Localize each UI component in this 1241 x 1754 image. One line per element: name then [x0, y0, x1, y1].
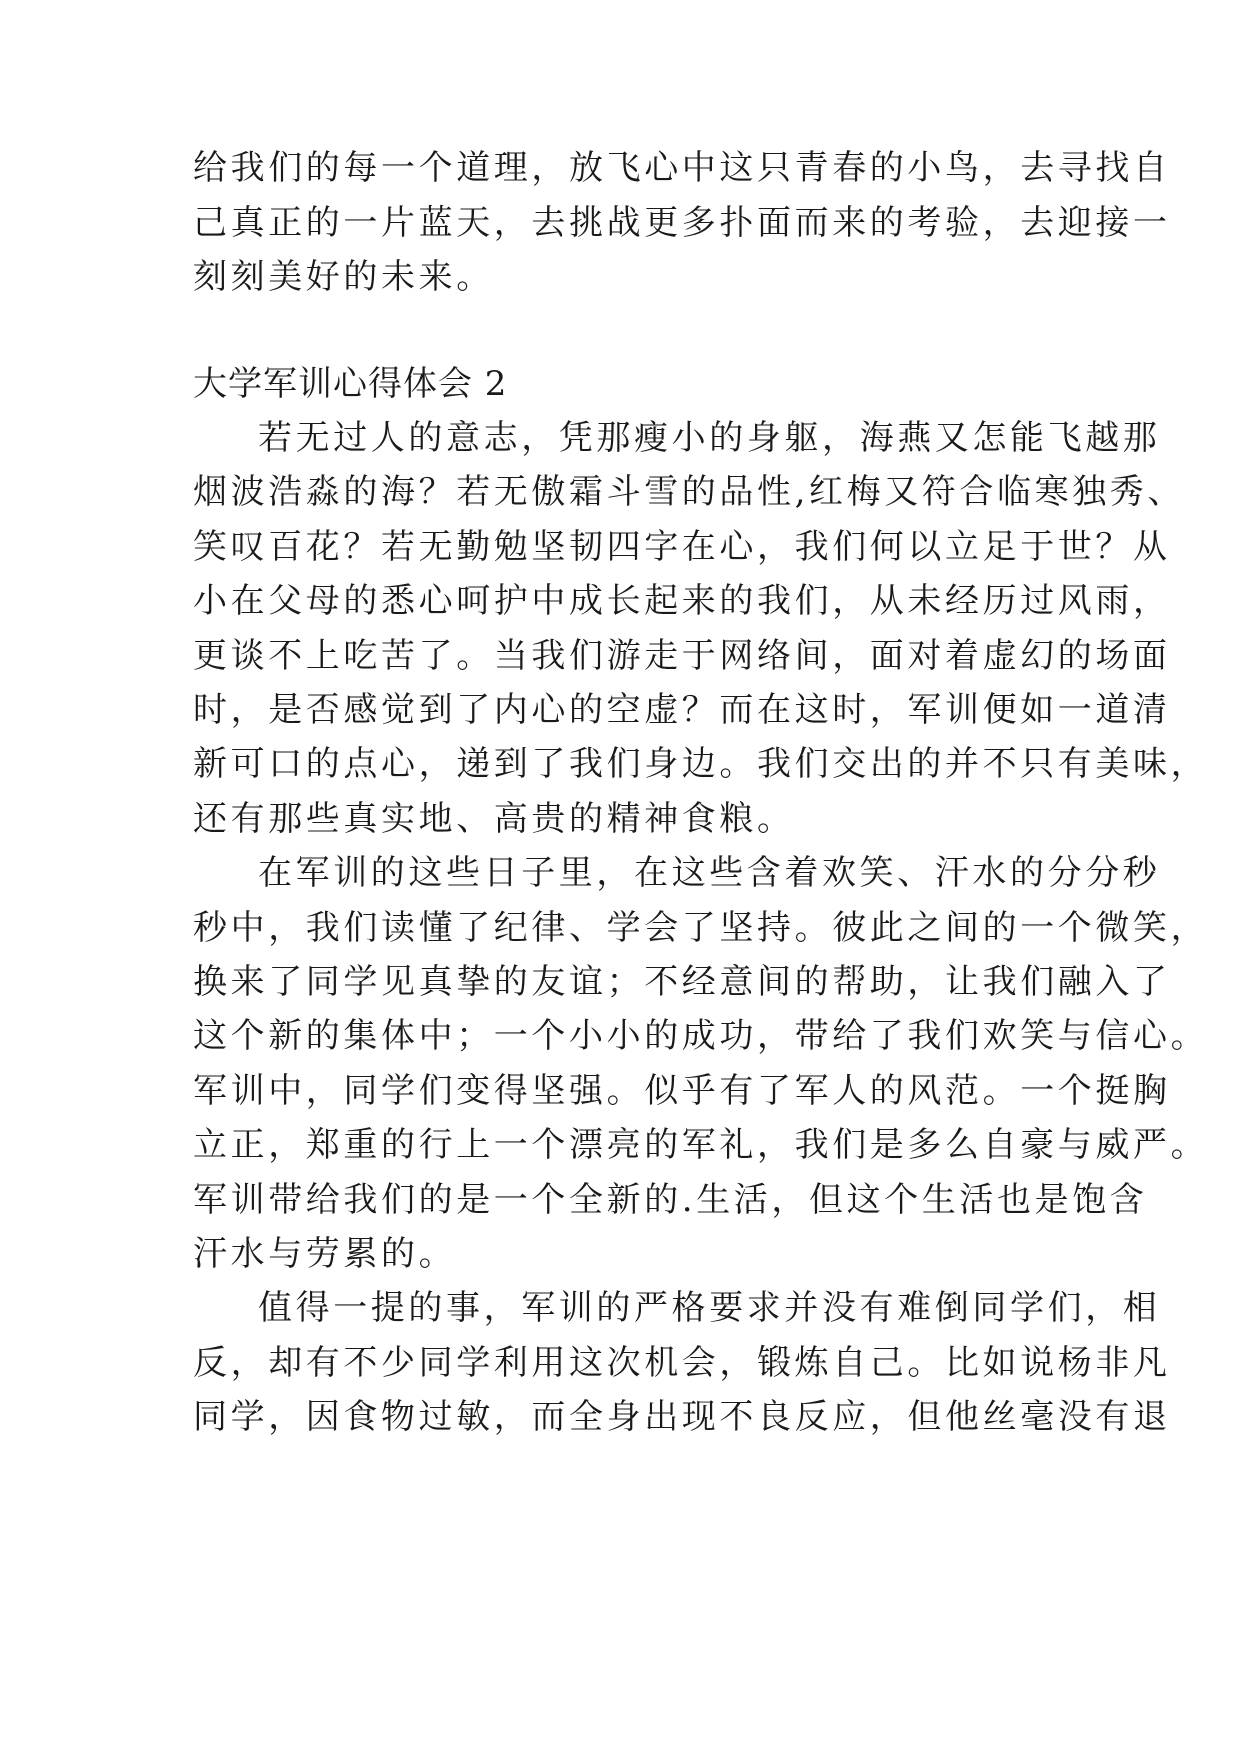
body-text-line: 若无过人的意志，凭那瘦小的身躯，海燕又怎能飞越那 — [258, 418, 1161, 458]
body-text-line: 还有那些真实地、高贵的精神食粮。 — [193, 799, 795, 839]
body-text-line: 秒中，我们读懂了纪律、学会了坚持。彼此之间的一个微笑， — [193, 908, 1209, 948]
body-text-line: 军训中，同学们变得坚强。似乎有了军人的风范。一个挺胸 — [193, 1071, 1171, 1111]
body-text-line: 给我们的每一个道理，放飞心中这只青春的小鸟，去寻找自 — [193, 148, 1171, 188]
body-text-line: 烟波浩淼的海？若无傲霜斗雪的品性,红梅又符合临寒独秀、 — [193, 472, 1186, 512]
body-text-line: 更谈不上吃苦了。当我们游走于网络间，面对着虚幻的场面 — [193, 636, 1171, 676]
body-text-line: 立正，郑重的行上一个漂亮的军礼，我们是多么自豪与威严。 — [193, 1125, 1209, 1165]
body-text-line: 同学，因食物过敏，而全身出现不良反应，但他丝毫没有退 — [193, 1397, 1171, 1437]
body-text-line: 换来了同学见真挚的友谊；不经意间的帮助，让我们融入了 — [193, 962, 1171, 1002]
section-title: 大学军训心得体会 2 — [193, 364, 508, 404]
body-text-line: 军训带给我们的是一个全新的.生活，但这个生活也是饱含 — [193, 1180, 1148, 1220]
body-text-line: 时，是否感觉到了内心的空虚？而在这时，军训便如一道清 — [193, 690, 1171, 730]
body-text-line: 新可口的点心，递到了我们身边。我们交出的并不只有美味， — [193, 744, 1209, 784]
body-text-line: 这个新的集体中；一个小小的成功，带给了我们欢笑与信心。 — [193, 1016, 1209, 1056]
body-text-line: 笑叹百花？若无勤勉坚韧四字在心，我们何以立足于世？从 — [193, 527, 1171, 567]
body-text-line: 值得一提的事，军训的严格要求并没有难倒同学们，相 — [258, 1288, 1161, 1328]
body-text-line: 小在父母的悉心呵护中成长起来的我们，从未经历过风雨， — [193, 581, 1171, 621]
body-text-line: 刻刻美好的未来。 — [193, 257, 494, 297]
body-text-line: 反，却有不少同学利用这次机会，锻炼自己。比如说杨非凡 — [193, 1343, 1171, 1383]
body-text-line: 在军训的这些日子里，在这些含着欢笑、汗水的分分秒 — [258, 853, 1161, 893]
body-text-line: 汗水与劳累的。 — [193, 1234, 457, 1274]
body-text-line: 己真正的一片蓝天，去挑战更多扑面而来的考验，去迎接一 — [193, 203, 1171, 243]
